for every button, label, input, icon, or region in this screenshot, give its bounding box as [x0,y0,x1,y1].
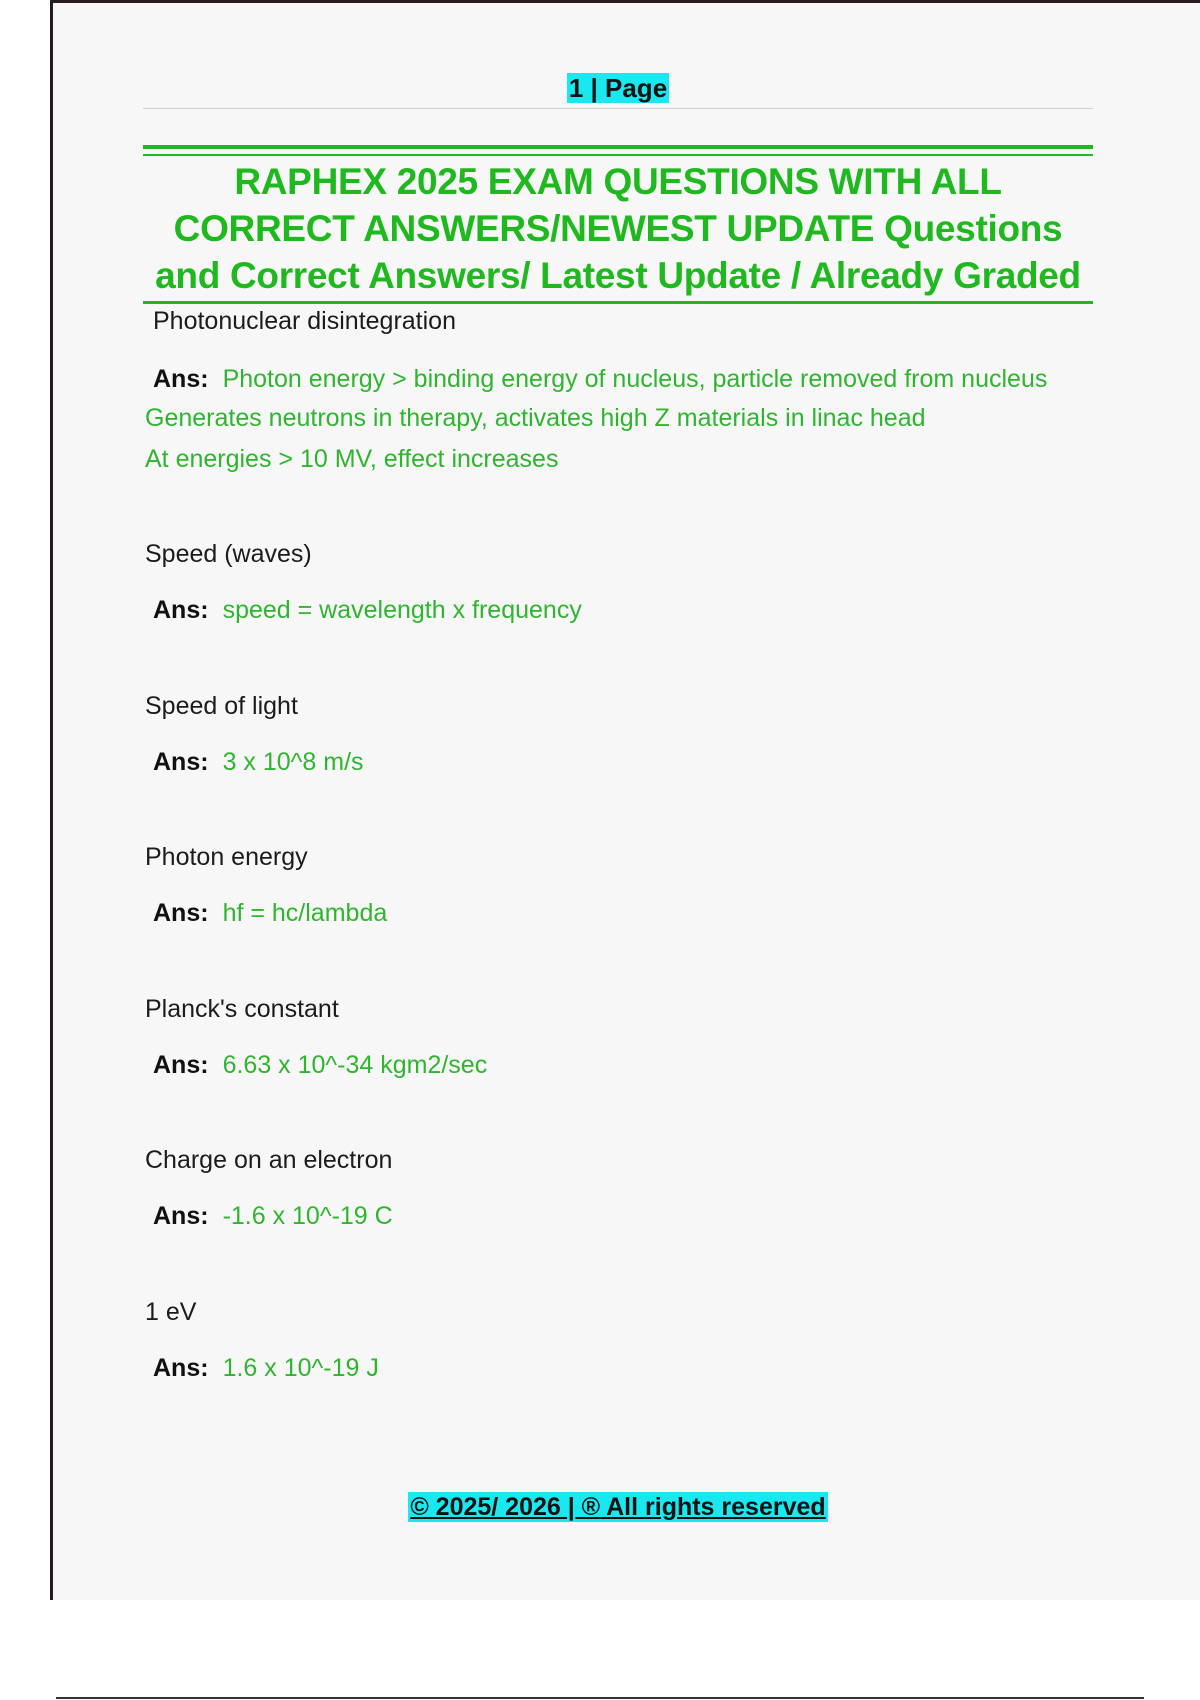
document-title: RAPHEX 2025 EXAM QUESTIONS WITH ALL CORRECT ANSWERS/NEWEST UPDATE Questions and Correct Answers/ Latest Update / Already Graded [155,161,1081,296]
answer-block [153,594,1195,626]
answer-block [153,1049,1195,1081]
question-text: Photon energy [145,843,308,871]
qa-item-speed-of-light [145,690,1195,778]
qa-item-photonuclear [145,305,1195,480]
ans-label: Ans: [153,899,209,927]
title-rule-top-thin [143,154,1093,156]
answer-text: speed = wavelength x frequency [222,596,582,624]
answer-text-line: At energies > 10 MV, effect increases [145,445,559,473]
qa-item-electron-charge [145,1144,1195,1232]
question-text: Planck's constant [145,995,339,1023]
ans-label: Ans: [153,1051,209,1079]
question-text: Speed of light [145,692,298,720]
title-rule-top [143,145,1093,149]
qa-item-plancks-constant [145,993,1195,1081]
qa-item-speed-waves [145,538,1195,626]
qa-item-electron-volt [145,1296,1195,1384]
answer-text: 1.6 x 10^-19 J [222,1354,379,1382]
page-footer [143,1492,1093,1522]
ans-label: Ans: [153,596,209,624]
bottom-divider [56,1697,1144,1699]
page-number-label: 1 | Page [568,73,668,103]
title-block [143,145,1093,305]
answer-text: Photon energy > binding energy of nucleus, particle removed from nucleus [222,365,1048,393]
ans-label: Ans: [153,1202,209,1230]
question-text: Speed (waves) [145,540,312,568]
copyright-notice: © 2025/ 2026 | ® All rights reserved [410,1493,826,1521]
answer-block [153,1200,1195,1232]
ans-label: Ans: [153,748,209,776]
ans-label: Ans: [153,365,209,393]
answer-text-line: Generates neutrons in therapy, activates high Z materials in linac head [145,404,926,432]
question-text: Photonuclear disintegration [153,307,456,335]
answer-block [153,897,1195,929]
answer-block [153,363,1195,395]
answer-text: 3 x 10^8 m/s [222,748,364,776]
question-text: Charge on an electron [145,1146,393,1174]
answer-text: 6.63 x 10^-34 kgm2/sec [222,1051,488,1079]
question-text: 1 eV [145,1298,197,1326]
ans-label: Ans: [153,1354,209,1382]
title-rule-bottom [143,301,1093,304]
answer-text: hf = hc/lambda [222,899,388,927]
answer-text: -1.6 x 10^-19 C [222,1202,393,1230]
page-header [143,70,1093,109]
answer-block [153,746,1195,778]
qa-item-photon-energy [145,841,1195,929]
answer-block [153,1352,1195,1384]
